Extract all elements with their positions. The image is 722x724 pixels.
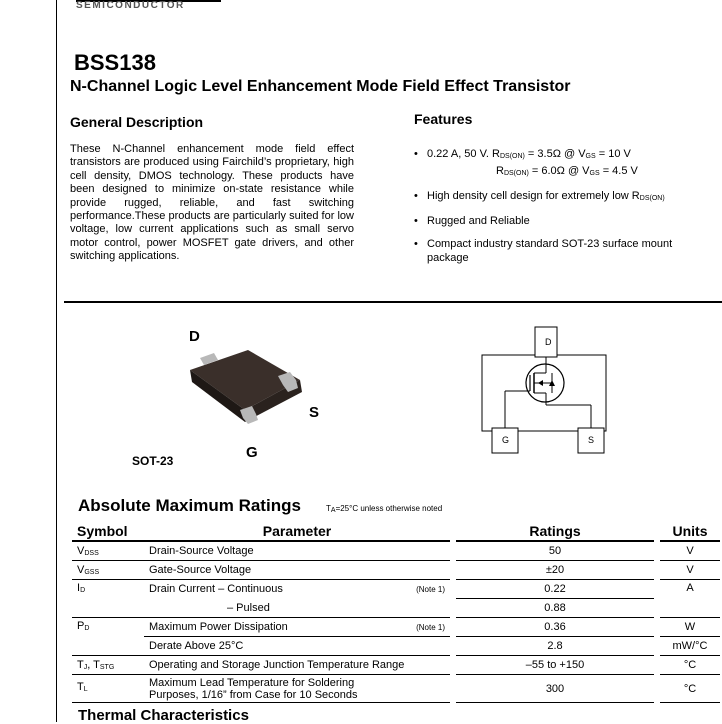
cell-rating: 2.8 bbox=[456, 637, 654, 656]
abs-max-table bbox=[72, 522, 720, 703]
cell-unit: A bbox=[660, 580, 720, 618]
table-header-row bbox=[72, 522, 720, 541]
thermal-characteristics-title: Thermal Characteristics bbox=[78, 707, 249, 724]
cell-unit: V bbox=[660, 561, 720, 580]
cell-unit: mW/°C bbox=[660, 637, 720, 656]
feature-item: • Compact industry standard SOT-23 surface mount package bbox=[412, 237, 712, 265]
table-row bbox=[72, 580, 720, 599]
cell-rating: 300 bbox=[456, 675, 654, 703]
cell-symbol: $V_{GSS}$ bbox=[72, 561, 144, 580]
cell-parameter: Maximum Lead Temperature for Soldering Purposes, 1/16” from Case for 10 Seconds bbox=[144, 675, 450, 703]
abs-max-note: $T_A=25^\circ C$ unless otherwise noted bbox=[326, 504, 443, 514]
cell-parameter: Drain Current – Continuous bbox=[149, 583, 283, 596]
package-label-g: G bbox=[246, 444, 258, 461]
schematic-label-g: G bbox=[502, 435, 510, 445]
cell-parameter: Gate-Source Voltage bbox=[144, 561, 450, 580]
brand-logo: SEMICONDUCTOR bbox=[76, 0, 185, 11]
abs-max-title: Absolute Maximum Ratings bbox=[78, 496, 301, 515]
feature-item: • Rugged and Reliable bbox=[412, 214, 712, 229]
section-divider bbox=[64, 301, 722, 303]
cell-symbol: $I_D$ bbox=[72, 580, 144, 618]
package-label-s: S bbox=[309, 404, 320, 421]
col-units: Units bbox=[660, 522, 720, 541]
cell-rating: –55 to +150 bbox=[456, 656, 654, 675]
table-row bbox=[72, 599, 720, 618]
cell-symbol: $T_L$ bbox=[72, 675, 144, 703]
cell-symbol: $T_J$, $T_{STG}$ bbox=[72, 656, 144, 675]
general-description-text: These N-Channel enhancement mode field effect transistors are produced using Fairchild’s proprietary, high cell density, DMOS technology. These products have been designed to minimize on-state resistance while provide rugged, reliable, and fast switching performance.These products are particularly suited for low voltage, low current applications such as small servo motor control, power MOSFET gate drivers, and other switching applications. bbox=[70, 143, 354, 263]
package-name: SOT-23 bbox=[132, 454, 174, 468]
col-ratings: Ratings bbox=[456, 522, 654, 541]
feature-item: • High density cell design for extremely low $R_{DS(ON)}$ bbox=[412, 189, 712, 206]
table-row bbox=[72, 656, 720, 675]
sot23-package-image bbox=[170, 340, 310, 440]
part-subtitle: N-Channel Logic Level Enhancement Mode Field Effect Transistor bbox=[70, 78, 571, 95]
package-label-d: D bbox=[189, 328, 200, 345]
cell-symbol: $P_D$ bbox=[72, 618, 144, 656]
cell-rating: 0.88 bbox=[456, 599, 654, 618]
part-number: BSS138 bbox=[74, 50, 156, 75]
table-row bbox=[72, 675, 720, 703]
cell-note: (Note 1) bbox=[416, 584, 445, 594]
col-parameter: Parameter bbox=[144, 522, 450, 541]
page-border bbox=[56, 0, 57, 722]
table-row bbox=[72, 618, 720, 637]
cell-parameter: Derate Above 25°C bbox=[144, 637, 450, 656]
cell-rating: 50 bbox=[456, 541, 654, 561]
cell-parameter: Operating and Storage Junction Temperature Range bbox=[144, 656, 450, 675]
feature-item: • 0.22 A, 50 V. $R_{DS(ON)} = 3.5\Omega$ @ $V_{GS} = 10$ V $R_{DS(ON)} = 6.0\Omega$ @ $V_{GS} = 4.5$ V bbox=[412, 147, 712, 181]
table-row bbox=[72, 561, 720, 580]
cell-rating: 0.22 bbox=[456, 580, 654, 599]
cell-rating: 0.36 bbox=[456, 618, 654, 637]
cell-unit: °C bbox=[660, 675, 720, 703]
table-row bbox=[72, 541, 720, 561]
cell-symbol: $V_{DSS}$ bbox=[72, 541, 144, 561]
cell-parameter: – Pulsed bbox=[144, 599, 450, 618]
col-symbol: Symbol bbox=[72, 522, 144, 541]
general-description-heading: General Description bbox=[70, 114, 204, 130]
features-list bbox=[412, 147, 712, 273]
schematic-label-s: S bbox=[588, 435, 595, 445]
cell-unit: W bbox=[660, 618, 720, 637]
cell-rating: ±20 bbox=[456, 561, 654, 580]
cell-parameter: Drain-Source Voltage bbox=[144, 541, 450, 561]
table-row bbox=[72, 637, 720, 656]
cell-unit: V bbox=[660, 541, 720, 561]
schematic-label-d: D bbox=[545, 337, 552, 347]
cell-note: (Note 1) bbox=[380, 618, 450, 637]
features-heading: Features bbox=[414, 111, 473, 127]
cell-unit: °C bbox=[660, 656, 720, 675]
cell-parameter: Maximum Power Dissipation bbox=[144, 618, 380, 637]
